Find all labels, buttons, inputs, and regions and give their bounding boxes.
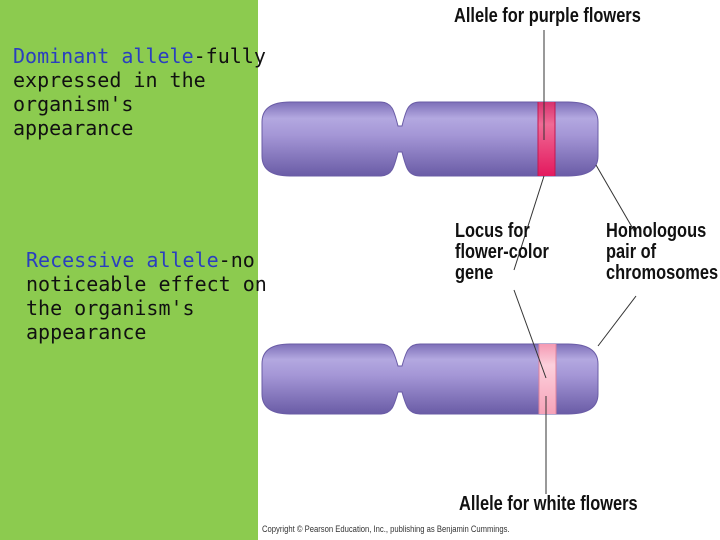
homologous-pair-label [606, 221, 718, 284]
dominant-allele-term: Dominant allele [13, 44, 194, 68]
locus-label-line-3: gene [455, 262, 494, 284]
recessive-line-4: appearance [26, 320, 147, 344]
top-chromosome [262, 102, 598, 176]
purple-allele-band [538, 102, 555, 176]
purple-allele-label: Allele for purple flowers [454, 5, 641, 27]
dominant-line-3: organism's [13, 92, 134, 116]
dominant-allele-dash: -fully [193, 44, 266, 68]
copyright-notice: Copyright © Pearson Education, Inc., publishing as Benjamin Cummings. [262, 524, 510, 534]
recessive-allele-term: Recessive allele [26, 248, 219, 272]
homologous-label-line-1: Homologous [606, 220, 707, 242]
white-allele-band [539, 344, 556, 414]
homologous-label-line-2: pair of [606, 241, 657, 263]
locus-label-line-1: Locus for [455, 220, 530, 242]
locus-label [455, 221, 549, 284]
recessive-line-3: the organism's [26, 296, 195, 320]
homologous-label-line-3: chromosomes [606, 262, 719, 284]
recessive-line-2: noticeable effect on [26, 272, 267, 296]
bottom-chromosome [262, 344, 598, 414]
white-allele-label: Allele for white flowers [459, 493, 638, 515]
recessive-allele-dash: -no [218, 248, 255, 272]
dominant-line-2: expressed in the [13, 68, 206, 92]
dominant-line-4: appearance [13, 116, 134, 140]
locus-label-line-2: flower-color [455, 241, 549, 263]
homologous-pointer-bottom [598, 296, 636, 346]
